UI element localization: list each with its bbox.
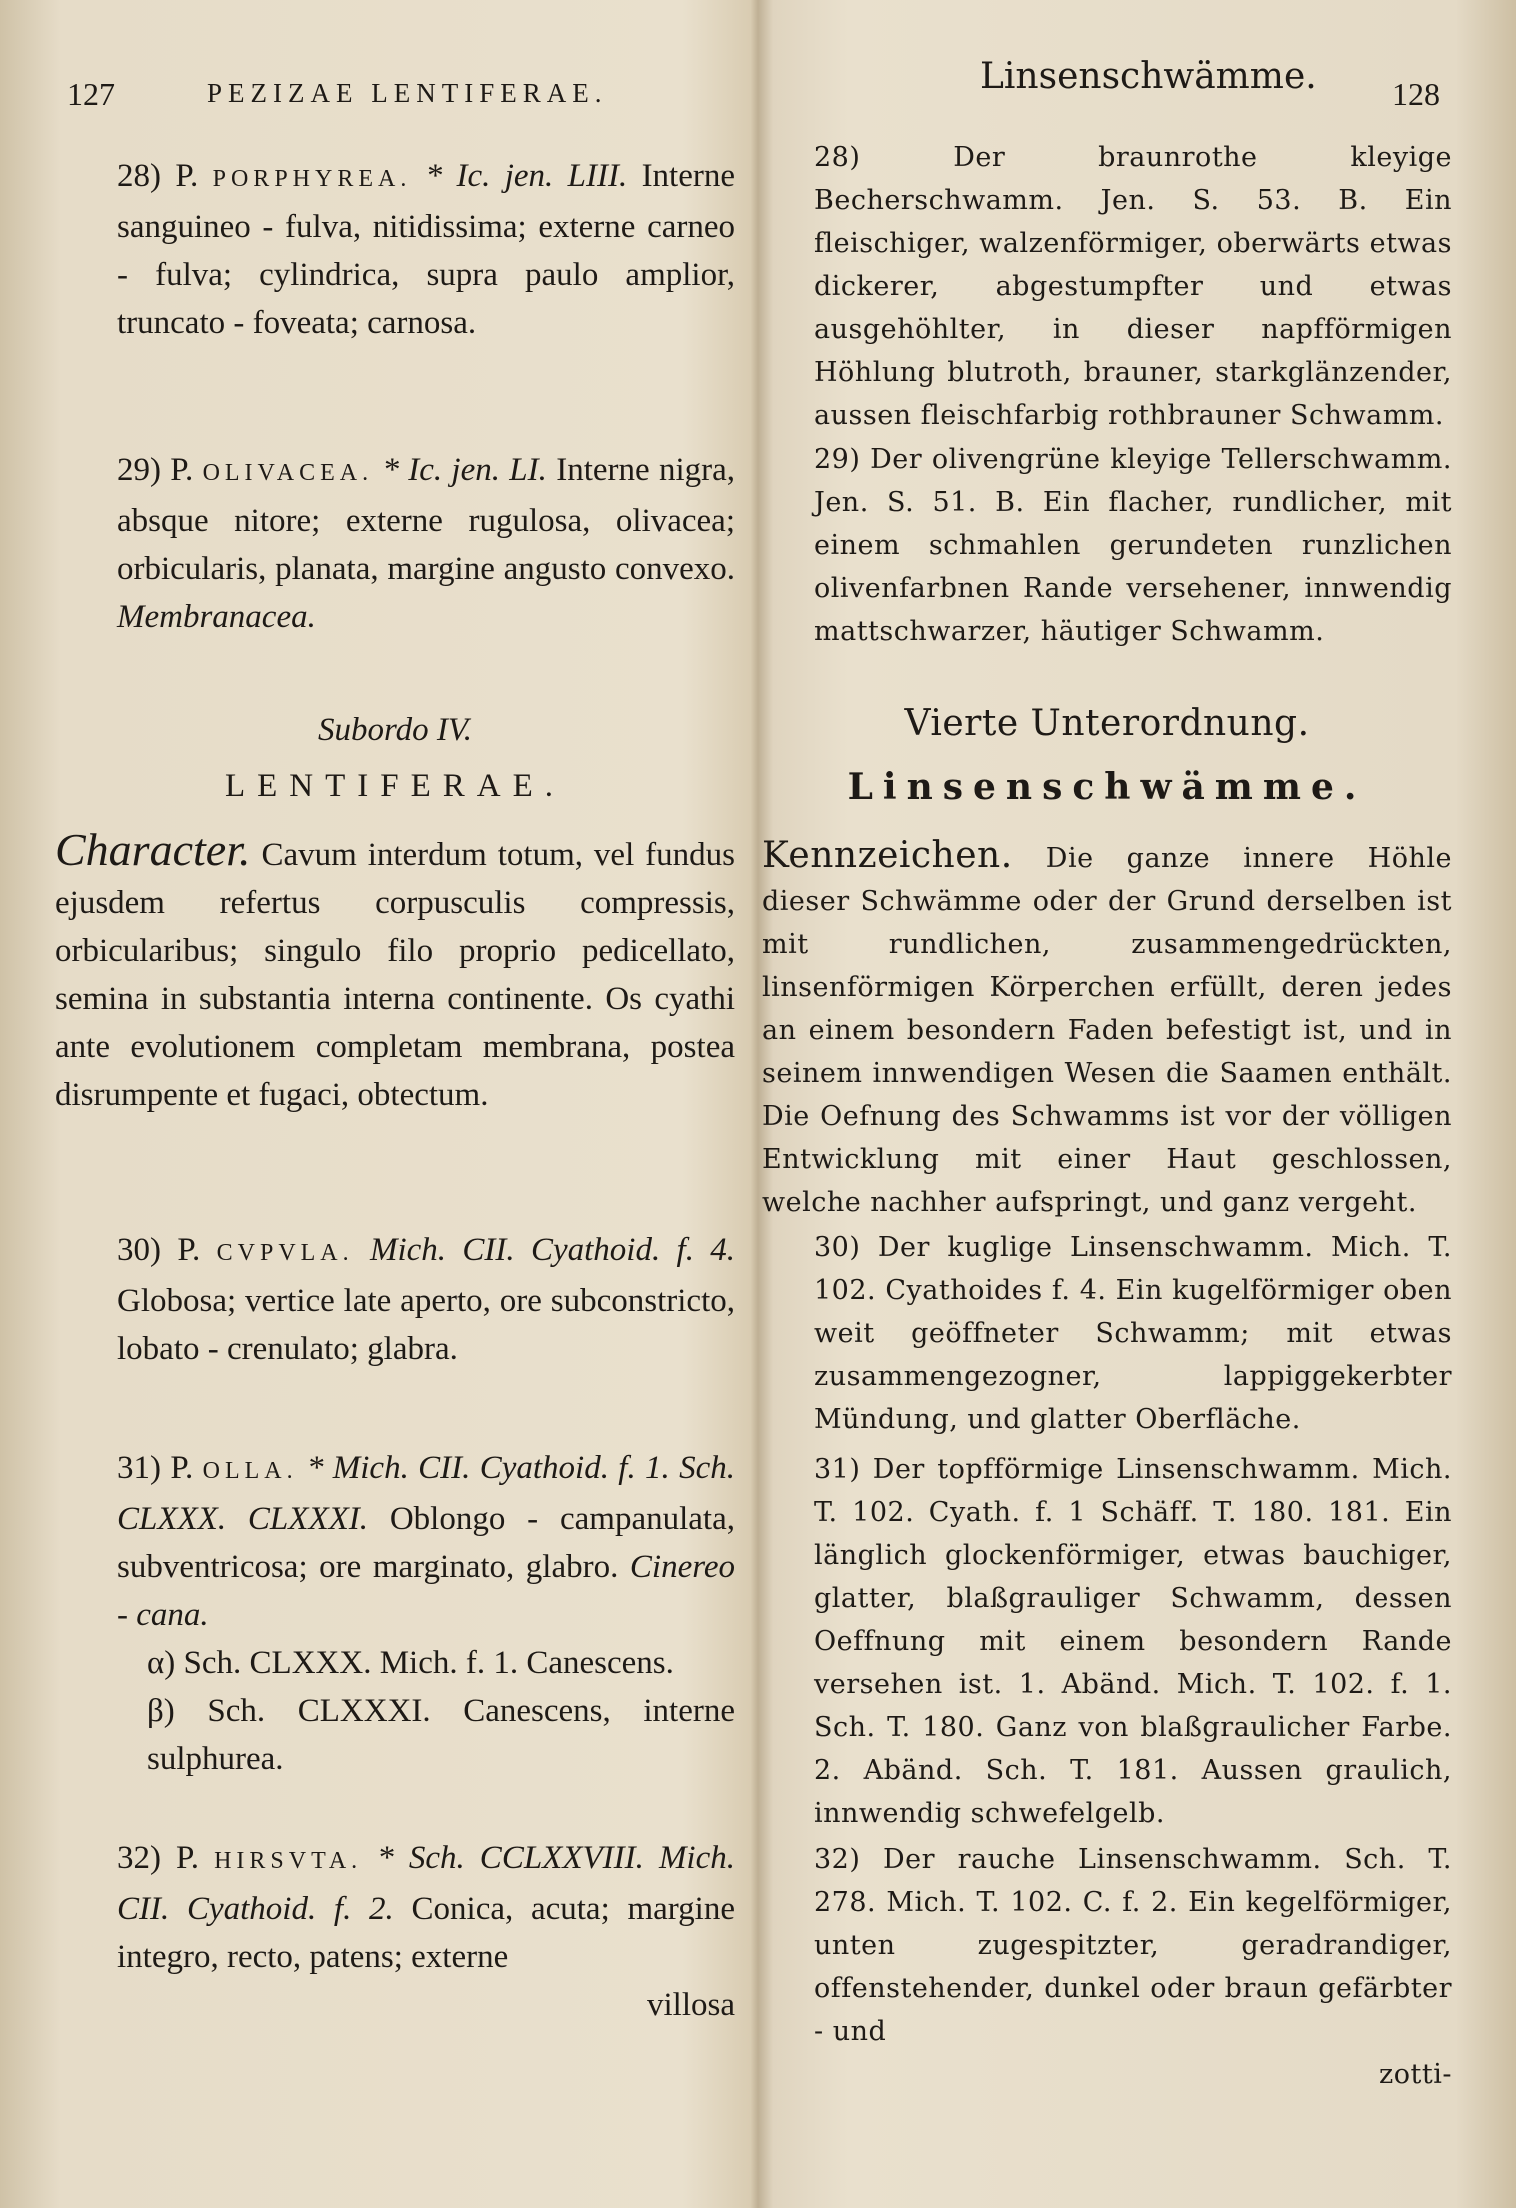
subordo-heading: Subordo IV. [317, 712, 472, 748]
entry-32-german: 32) Der rauche Linsenschwamm. Sch. T. 278. Mich. T. 102. C. f. 2. Ein kegelförmiger, unten zugespitzter, geradrandiger, offenstehender, dunkel oder braun gefärbter - und zotti- [762, 1838, 1452, 2096]
entry-30-latin: 30) P. CVPVLA. Mich. CII. Cyathoid. f. 4. Globosa; vertice late aperto, ore subconstricto, lobato - crenulato; glabra. [117, 1232, 736, 1367]
left-running-title: PEZIZAE LENTIFERAE. [207, 78, 608, 108]
variety-beta: β) Sch. CLXXXI. Canescens, interne sulphurea. [147, 1693, 735, 1777]
entry-31-german: 31) Der topfförmige Linsenschwamm. Mich. T. 102. Cyath. f. 1 Schäff. T. 180. 181. Ein länglich glockenförmiger, etwas bauchiger, glatter, blaßgrauliger Schwamm, dessen Oeffnung mit einem besondern Rande versehen ist. 1. Abänd. Mich. T. 102. f. 1. Sch. T. 180. Ganz von blaßgraulicher Farbe. 2. Abänd. Sch. T. 181. Aussen graulich, innwendig schwefelgelb. [814, 1454, 1452, 1829]
species-name: CVPVLA. [216, 1240, 354, 1266]
catchword-german: zotti- [1379, 2059, 1452, 2090]
character-label-german: Kennzeichen. [762, 835, 1013, 876]
species-name: PORPHYREA. [212, 166, 412, 192]
entry-29-german: 29) Der olivengrüne kleyige Tellerschwamm. Jen. S. 51. B. Ein flacher, rundlicher, mit einem schmahlen gerundeten runzlichen olivenfarbnen Rande versehener, innwendig mattschwarzer, häutiger Schwamm. [814, 444, 1452, 647]
entry-29-latin: 29) P. OLIVACEA. * Ic. jen. LI. Interne nigra, absque nitore; externe rugulosa, olivacea; orbicularis, planata, margine angusto convexo. Membranacea. [117, 452, 736, 635]
entry-28-german: 28) Der braunrothe kleyige Becherschwamm. Jen. S. 53. B. Ein fleischiger, walzenförmiger, oberwärts etwas dickerer, abgestumpfter und etwas ausgehöhlter, in dieser napfförmigen Höhlung blutroth, brauner, starkglänzender, aussen fleischfarbig rothbrauner Schwamm. [814, 142, 1452, 431]
catchword: villosa [647, 1987, 735, 2023]
character-german: Kennzeichen. Die ganze innere Höhle dieser Schwämme oder der Grund derselben ist mit rundlichen, zusammengedrückten, linsenförmigen Körperchen erfüllt, deren jedes an einem besondern Faden befestigt ist, und in seinem innwendigen Wesen die Saamen enthält. Die Oefnung des Schwamms ist vor der völligen Entwicklung mit einer Haut geschlossen, welche nachher aufspringt, und ganz vergeht. [762, 835, 1452, 1218]
entry-31-latin: 31) P. OLLA. * Mich. CII. Cyathoid. f. 1. Sch. CLXXX. CLXXXI. Oblongo - campanulata, subventricosa; ore marginato, glabro. Cinereo - cana. α) Sch. CLXXX. Mich. f. 1. Canescens. β) Sch. CLXXXI. Canescens, interne sulphurea. [55, 1444, 735, 1783]
group-title-latin: LENTIFERAE. [224, 768, 566, 804]
species-name: OLIVACEA. [202, 460, 374, 486]
left-page [55, 0, 735, 2208]
entry-32-latin: 32) P. HIRSVTA. * Sch. CCLXXVIII. Mich. CII. Cyathoid. f. 2. Conica, acuta; margine integro, recto, patens; externe villosa [55, 1834, 735, 2029]
right-running-title: Linsenschwämme. [980, 56, 1317, 97]
left-running-head [55, 66, 735, 116]
species-name: OLLA. [202, 1458, 298, 1484]
character-label: Character. [55, 824, 251, 875]
entry-28-latin: 28) P. PORPHYREA. * Ic. jen. LIII. Interne sanguineo - fulva, nitidissima; externe carneo - fulva; cylindrica, supra paulo amplior, truncato - foveata; carnosa. [117, 158, 736, 341]
variety-alpha: α) Sch. CLXXX. Mich. f. 1. Canescens. [147, 1645, 674, 1681]
character-latin: Character. Cavum interdum totum, vel fundus ejusdem refertus corpusculis compressis, orbicularibus; singulo filo proprio pedicellato, semina in substantia interna continente. Os cyathi ante evolutionem completam membrana, postea disrumpente et fugaci, obtectum. [55, 824, 736, 1113]
left-page-number: 127 [67, 76, 115, 112]
right-running-head [762, 56, 1452, 116]
entry-30-german: 30) Der kuglige Linsenschwamm. Mich. T. 102. Cyathoides f. 4. Ein kugelförmiger oben weit geöffneter Schwamm; mit etwas zusammengezogner, lappiggekerbter Mündung, und glatter Oberfläche. [814, 1232, 1452, 1435]
group-title-german: Linsenschwämme. [847, 766, 1367, 808]
right-page [762, 0, 1452, 2208]
right-page-number: 128 [1392, 76, 1440, 112]
species-name: HIRSVTA. [214, 1848, 363, 1874]
subordo-heading-german: Vierte Unterordnung. [904, 703, 1310, 744]
